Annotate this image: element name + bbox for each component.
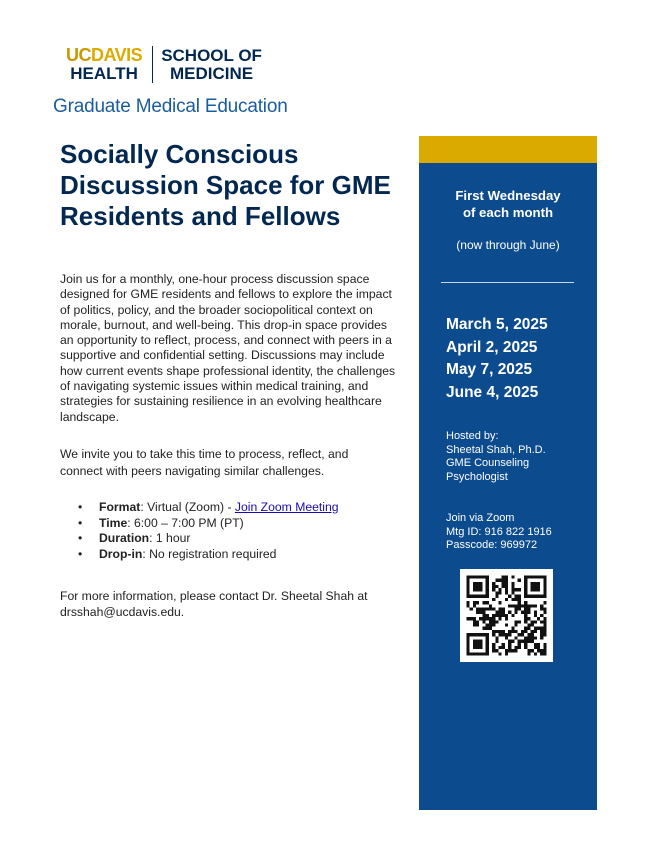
detail-label: Duration: [99, 531, 150, 545]
detail-value: : Virtual (Zoom) -: [140, 500, 235, 514]
logo-school: [161, 46, 262, 83]
zoom-line: Mtg ID: 916 822 1916: [446, 525, 552, 538]
bullet-dot-icon: •: [78, 531, 83, 545]
qr-code-icon[interactable]: [460, 569, 553, 662]
logo-uc-text: UC: [66, 45, 91, 65]
schedule-sidebar: [419, 136, 597, 810]
zoom-line: Passcode: 969972: [446, 539, 538, 552]
logo-school-line1: SCHOOL OF: [161, 46, 262, 65]
intro-paragraph: Join us for a monthly, one-hour process discussion space designed for GME residents and fellows to explore the impact of politics, policy, and the broader sociopolitical context on morale, burnout, and well-being. This drop-in space provides an opportunity to reflect, process, and connect with peers in a supportive and confidential setting. Discussions may include how current events shape professional identity, the challenges of navigating systemic issues within medical training, and strategies for sustaining resilience in an evolving healthcare landscape.: [60, 272, 396, 424]
detail-label: Time: [99, 515, 128, 530]
schedule-frequency: [419, 187, 597, 221]
detail-label: Format: [99, 500, 141, 514]
join-zoom-link[interactable]: Join Zoom Meeting: [234, 500, 339, 514]
sidebar-gold-bar: [419, 136, 597, 163]
detail-dropin: [78, 547, 339, 563]
bullet-dot-icon: •: [78, 500, 83, 514]
detail-format: [78, 500, 339, 516]
detail-duration: [78, 531, 339, 547]
detail-value: : 6:00 – 7:00 PM (PT): [127, 515, 244, 530]
details-list: [78, 500, 339, 562]
zoom-line: Join via Zoom: [446, 512, 515, 524]
invite-paragraph: We invite you to take this time to process, reflect, and connect with peers navigating similar challenges.: [60, 447, 349, 478]
session-date: April 2, 2025: [446, 338, 538, 356]
contact-paragraph: For more information, please contact Dr. Sheetal Shah at drsshah@ucdavis.edu.: [60, 589, 368, 619]
bullet-dot-icon: •: [78, 515, 83, 530]
host-line: Hosted by:: [446, 430, 499, 442]
schedule-range: (now through June): [456, 238, 560, 252]
logo-divider: [152, 46, 153, 83]
session-date: March 5, 2025: [446, 316, 548, 333]
frequency-line2: of each month: [462, 205, 554, 220]
session-dates: [446, 314, 548, 404]
bullet-dot-icon: •: [78, 546, 83, 561]
host-line: Psychologist: [446, 470, 508, 483]
session-date: May 7, 2025: [446, 361, 533, 378]
host-info: [446, 430, 546, 484]
detail-time: [78, 516, 339, 532]
zoom-info: [446, 512, 552, 553]
detail-value: : 1 hour: [149, 531, 191, 545]
ucdavis-health-logo: [66, 46, 262, 83]
session-date: June 4, 2025: [446, 383, 539, 401]
logo-school-line2: MEDICINE: [170, 63, 254, 83]
logo-wordmark: [66, 46, 152, 83]
host-line: GME Counseling: [446, 457, 530, 470]
detail-value: : No registration required: [142, 546, 277, 561]
detail-label: Drop-in: [99, 546, 143, 561]
page-title: Socially Conscious Discussion Space for GME Residents and Fellows: [60, 139, 391, 231]
unit-name: Graduate Medical Education: [53, 96, 288, 117]
logo-davis-text: DAVIS: [91, 45, 143, 65]
host-line: Sheetal Shah, Ph.D.: [446, 443, 546, 456]
sidebar-divider: [441, 282, 574, 283]
logo-health-text: HEALTH: [70, 64, 138, 83]
frequency-line1: First Wednesday: [455, 188, 561, 203]
